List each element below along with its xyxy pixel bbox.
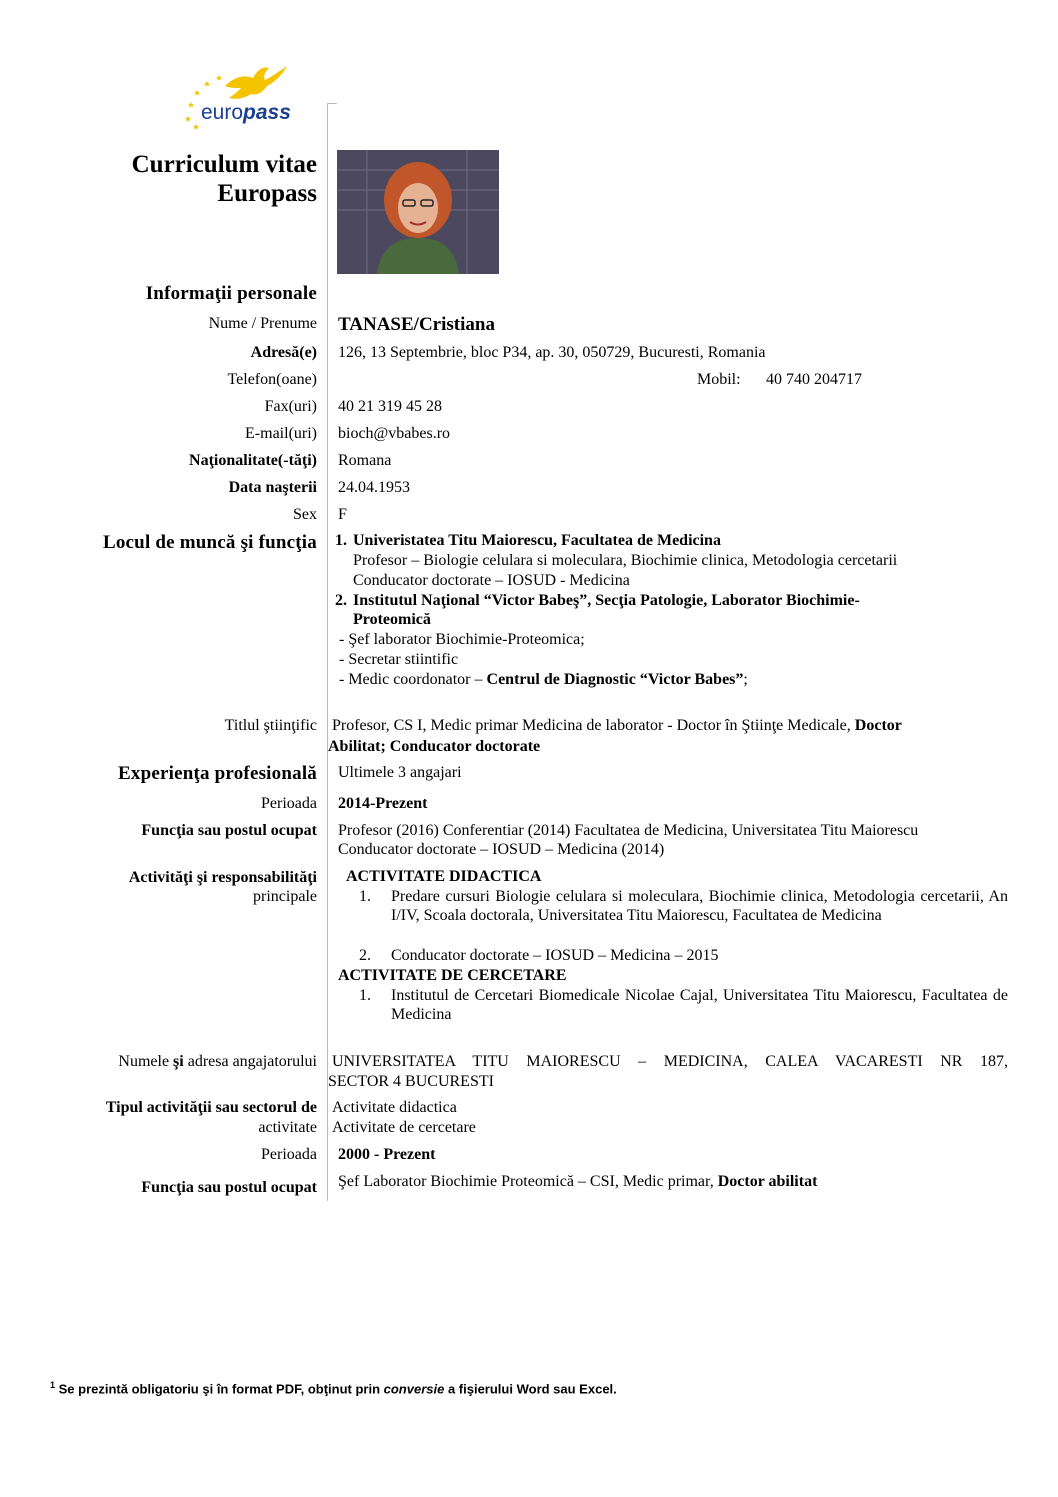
activity2-num: 2. [359,947,371,964]
email-value[interactable]: bioch@vbabes.ro [338,425,451,442]
sector-label-line2: activitate [258,1119,317,1136]
workplace-item2-line2: - Secretar stiintific [339,651,459,668]
activities-label-line1: Activităţi şi responsabilităţi [128,869,317,886]
workplace-item2-title-line2: Proteomică [353,611,431,628]
workplace-item1-line2: Conducator doctorate – IOSUD - Medicina [353,572,630,589]
period-label-1: Perioada [261,795,317,812]
function2-bold: Doctor abilitat [717,1173,818,1190]
section-workplace: Locul de muncă şi funcţia [102,532,317,553]
phone-label: Telefon(oane) [227,371,317,388]
scientific-title-line2: Abilitat; Conducator doctorate [328,738,541,755]
workplace-item2-line3-suffix: ; [743,671,748,688]
section-personal-info: Informaţii personale [145,283,317,304]
europass-logo-icon [183,64,308,130]
logo-text-euro: euro [201,101,244,124]
employer-line2: SECTOR 4 BUCURESTI [328,1073,494,1090]
column-divider [327,103,328,1201]
workplace-item1-title: Univeristatea Titu Maiorescu, Facultatea de Medicina [353,532,721,549]
workplace-item1-num: 1. [335,532,347,549]
period-value-1: 2014-Prezent [338,795,428,812]
fax-label: Fax(uri) [264,398,317,415]
employer-label-bold: şi [173,1053,184,1070]
scientific-title-plain: Profesor, CS I, Medic primar Medicina de laborator - Doctor în Ştiinţe Medicale, [332,717,855,734]
workplace-item2-title-line1: Institutul Naţional “Victor Babeş”, Secţia Patologie, Laborator Biochimie- [353,592,860,609]
sector-label-line1: Tipul activităţii sau sectorul de [105,1099,317,1116]
address-label: Adresă(e) [250,344,317,361]
employer-label: Numele şi adresa angajatorului [118,1053,317,1070]
mobile-value: 40 740 204717 [766,371,862,388]
nationality-value: Romana [338,452,392,469]
address-value: 126, 13 Septembrie, bloc P34, ap. 30, 050729, Bucuresti, Romania [338,344,766,361]
birth-label: Data naşterii [228,479,317,496]
mobile-label: Mobil: [697,371,741,388]
sector-line2: Activitate de cercetare [332,1119,476,1136]
workplace-item2-num: 2. [335,592,347,609]
function2-value [338,1172,817,1191]
activity2-text: Conducator doctorate – IOSUD – Medicina – 2015 [391,947,719,964]
function2-plain: Şef Laborator Biochimie Proteomică – CSI, Medic primar, [338,1173,718,1190]
name-value: TANASE/Cristiana [338,314,495,335]
function-label-1: Funcţia sau postul ocupat [141,822,317,839]
experience-intro: Ultimele 3 angajari [338,764,462,781]
svg-text:europass [201,101,291,124]
employer-line1: UNIVERSITATEA TITU MAIORESCU – MEDICINA, CALEA VACARESTI NR 187, [332,1053,1008,1070]
workplace-item2-line3-prefix: - Medic coordonator – [339,671,487,688]
section-experience: Experienţa profesională [118,763,317,784]
footnote-text-a: Se prezintă obligatoriu şi în format PDF, obţinut prin [55,1381,384,1397]
period-label-2: Perioada [261,1146,317,1163]
activities-label-line2: principale [253,888,317,905]
activity1-text: Predare cursuri Biologie celulara si moleculara, Biochimie clinica, Metodologia cercetarii, An I/IV, Scoala doctorala, Universitatea Titu Maiorescu, Facultatea de Medicina [391,888,1008,924]
cv-title [132,150,317,208]
nationality-label: Naţionalitate(-tăţi) [189,452,317,469]
sex-value: F [338,506,347,523]
workplace-item2-line1: - Şef laborator Biochimie-Proteomica; [339,631,585,648]
function-label-2: Funcţia sau postul ocupat [141,1179,317,1196]
cv-title-line2: Europass [217,180,317,207]
profile-photo [337,150,499,274]
logo-text-pass: pass [243,101,291,124]
sector-line1: Activitate didactica [332,1099,457,1116]
footnote-marker: 1 [50,1380,56,1390]
period-value-2: 2000 - Prezent [338,1146,436,1163]
workplace-item1-line1: Profesor – Biologie celulara si moleculara, Biochimie clinica, Metodologia cercetarii [353,552,898,569]
workplace-item2-line3-center: Centrul de Diagnostic “Victor Babes” [486,671,744,688]
footnote [50,1380,617,1396]
activity-heading-didactic: ACTIVITATE DIDACTICA [346,868,542,885]
scientific-title-bold1: Doctor [854,717,902,734]
function1-line1: Profesor (2016) Conferentiar (2014) Facultatea de Medicina, Universitatea Titu Maiorescu [338,822,919,839]
sex-label: Sex [293,506,317,523]
scientific-title-label: Titlul ştiinţific [224,717,317,734]
footnote-text-b: a fişierului Word sau Excel. [444,1381,617,1397]
cv-title-line1: Curriculum vitae [131,151,317,178]
activity3-text: Institutul de Cercetari Biomedicale Nicolae Cajal, Universitatea Titu Maiorescu, Facultatea de Medicina [391,987,1008,1023]
workplace-item2-line3 [339,670,748,689]
scientific-title-line1 [332,716,902,735]
footnote-text-italic: conversie [383,1381,445,1397]
activity3-num: 1. [359,987,371,1004]
fax-value: 40 21 319 45 28 [338,398,442,415]
europass-logo [183,64,308,130]
activity-heading-research: ACTIVITATE DE CERCETARE [338,967,567,984]
function1-line2: Conducator doctorate – IOSUD – Medicina (2014) [338,841,665,858]
birth-value: 24.04.1953 [338,479,410,496]
profile-photo-icon [337,150,499,274]
divider-tick [327,103,337,104]
email-label: E-mail(uri) [245,425,317,442]
name-label: Nume / Prenume [208,315,317,332]
activity1-num: 1. [359,888,371,905]
